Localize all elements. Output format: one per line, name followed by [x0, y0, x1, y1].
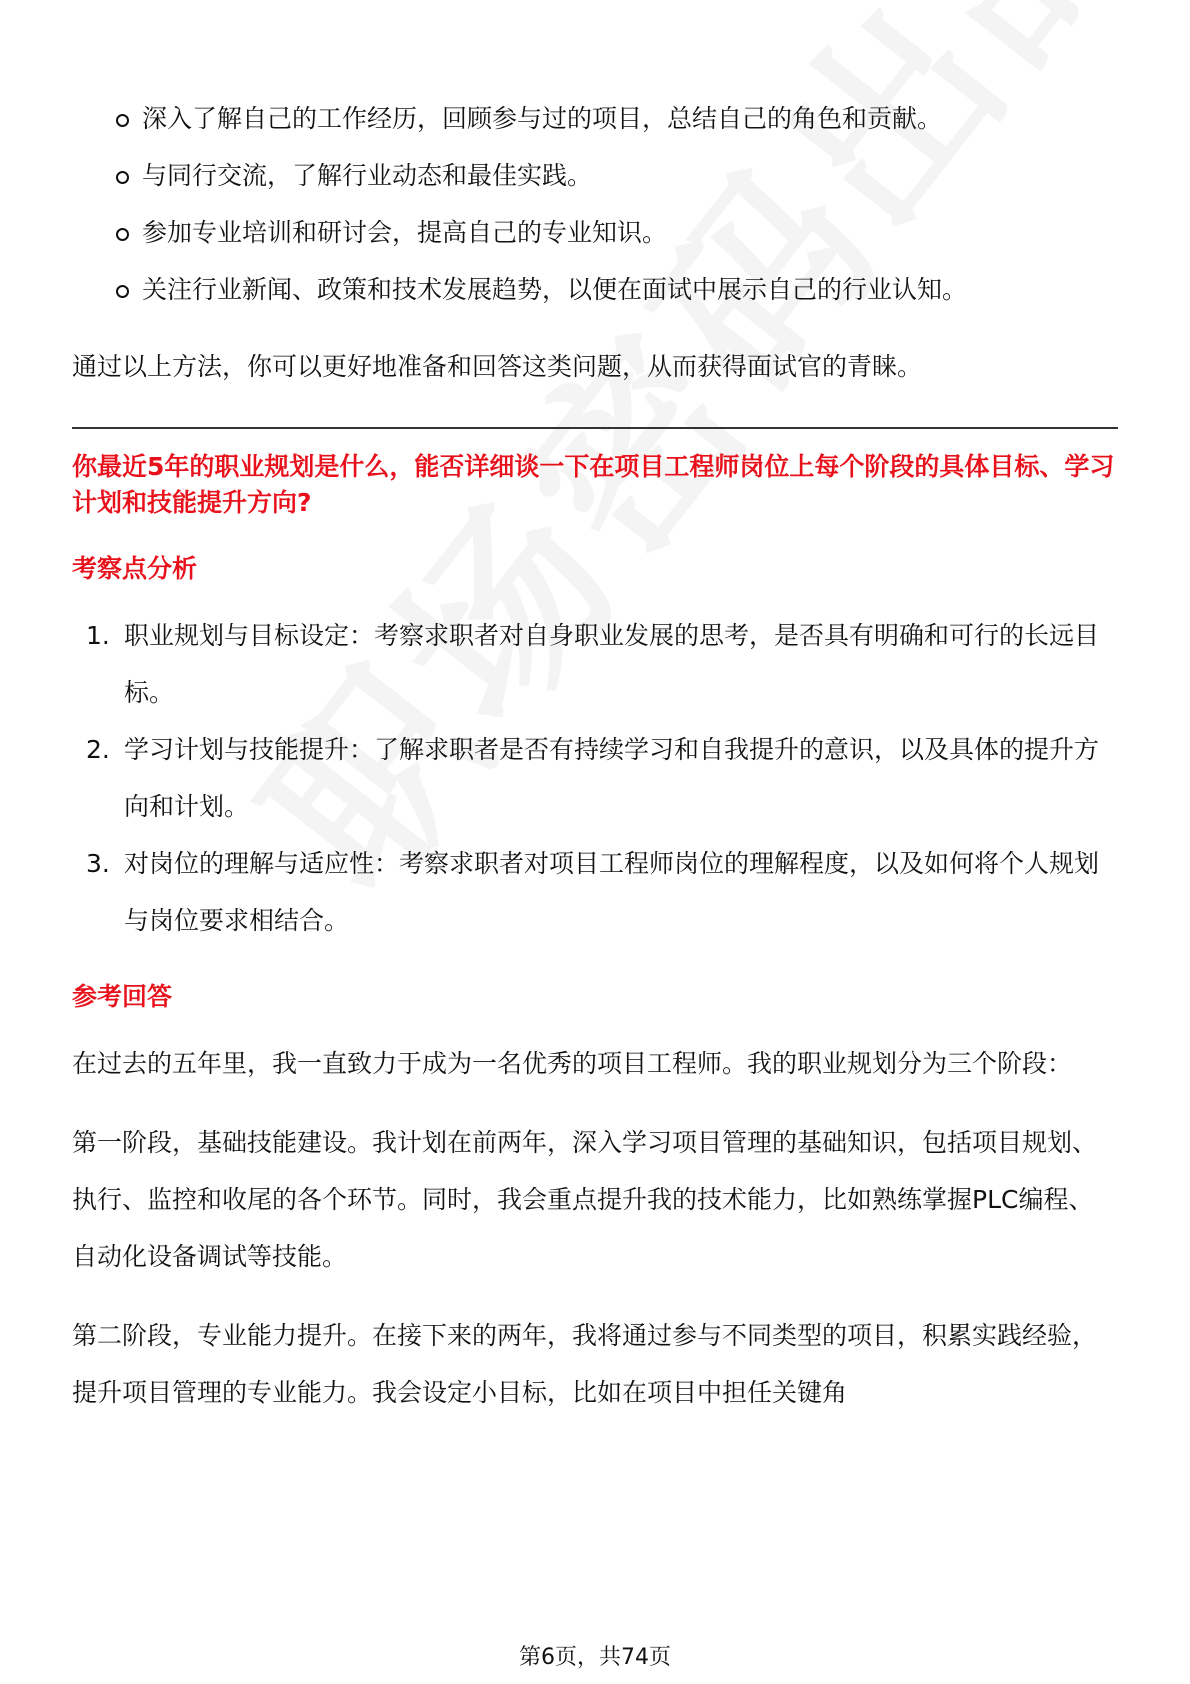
section-divider [72, 427, 1118, 429]
item-text: 职业规划与目标设定：考察求职者对自身职业发展的思考，是否具有明确和可行的长远目标。 [124, 621, 1100, 707]
analysis-title: 考察点分析 [72, 554, 198, 583]
item-number: 2. [86, 735, 110, 764]
page-number: 第6页，共74页 [519, 1645, 671, 1670]
list-item: 与同行交流，了解行业动态和最佳实践。 [142, 147, 1118, 204]
page-content [72, 90, 1118, 1443]
list-item [86, 721, 1118, 835]
item-number: 1. [86, 621, 110, 650]
item-text: 对岗位的理解与适应性：考察求职者对项目工程师岗位的理解程度，以及如何将个人规划与岗位要求相结合。 [124, 849, 1100, 935]
tips-list [72, 90, 1118, 318]
answer-paragraph: 在过去的五年里，我一直致力于成为一名优秀的项目工程师。我的职业规划分为三个阶段： [72, 1049, 1073, 1078]
question-heading: 你最近5年的职业规划是什么，能否详细谈一下在项目工程师岗位上每个阶段的具体目标、学习计划和技能提升方向? [72, 452, 1115, 517]
answer-paragraph: 第二阶段，专业能力提升。在接下来的两年，我将通过参与不同类型的项目，积累实践经验，提升项目管理的专业能力。我会设定小目标，比如在项目中担任关键角 [72, 1321, 1098, 1407]
list-item: 参加专业培训和研讨会，提高自己的专业知识。 [142, 204, 1118, 261]
summary-paragraph: 通过以上方法，你可以更好地准备和回答这类问题，从而获得面试官的青睐。 [72, 352, 923, 381]
answer-title: 参考回答 [72, 982, 173, 1011]
analysis-list [72, 607, 1118, 949]
answer-paragraph: 第一阶段，基础技能建设。我计划在前两年，深入学习项目管理的基础知识，包括项目规划、执行、监控和收尾的各个环节。同时，我会重点提升我的技术能力，比如熟练掌握PLC编程、自动化设备调试等技能。 [72, 1128, 1098, 1271]
item-number: 3. [86, 849, 110, 878]
list-item [86, 835, 1118, 949]
list-item: 深入了解自己的工作经历，回顾参与过的项目，总结自己的角色和贡献。 [142, 90, 1118, 147]
answer-body [72, 1035, 1118, 1421]
item-text: 学习计划与技能提升：了解求职者是否有持续学习和自我提升的意识，以及具体的提升方向和计划。 [124, 735, 1100, 821]
list-item [86, 607, 1118, 721]
list-item: 关注行业新闻、政策和技术发展趋势，以便在面试中展示自己的行业认知。 [142, 261, 1118, 318]
